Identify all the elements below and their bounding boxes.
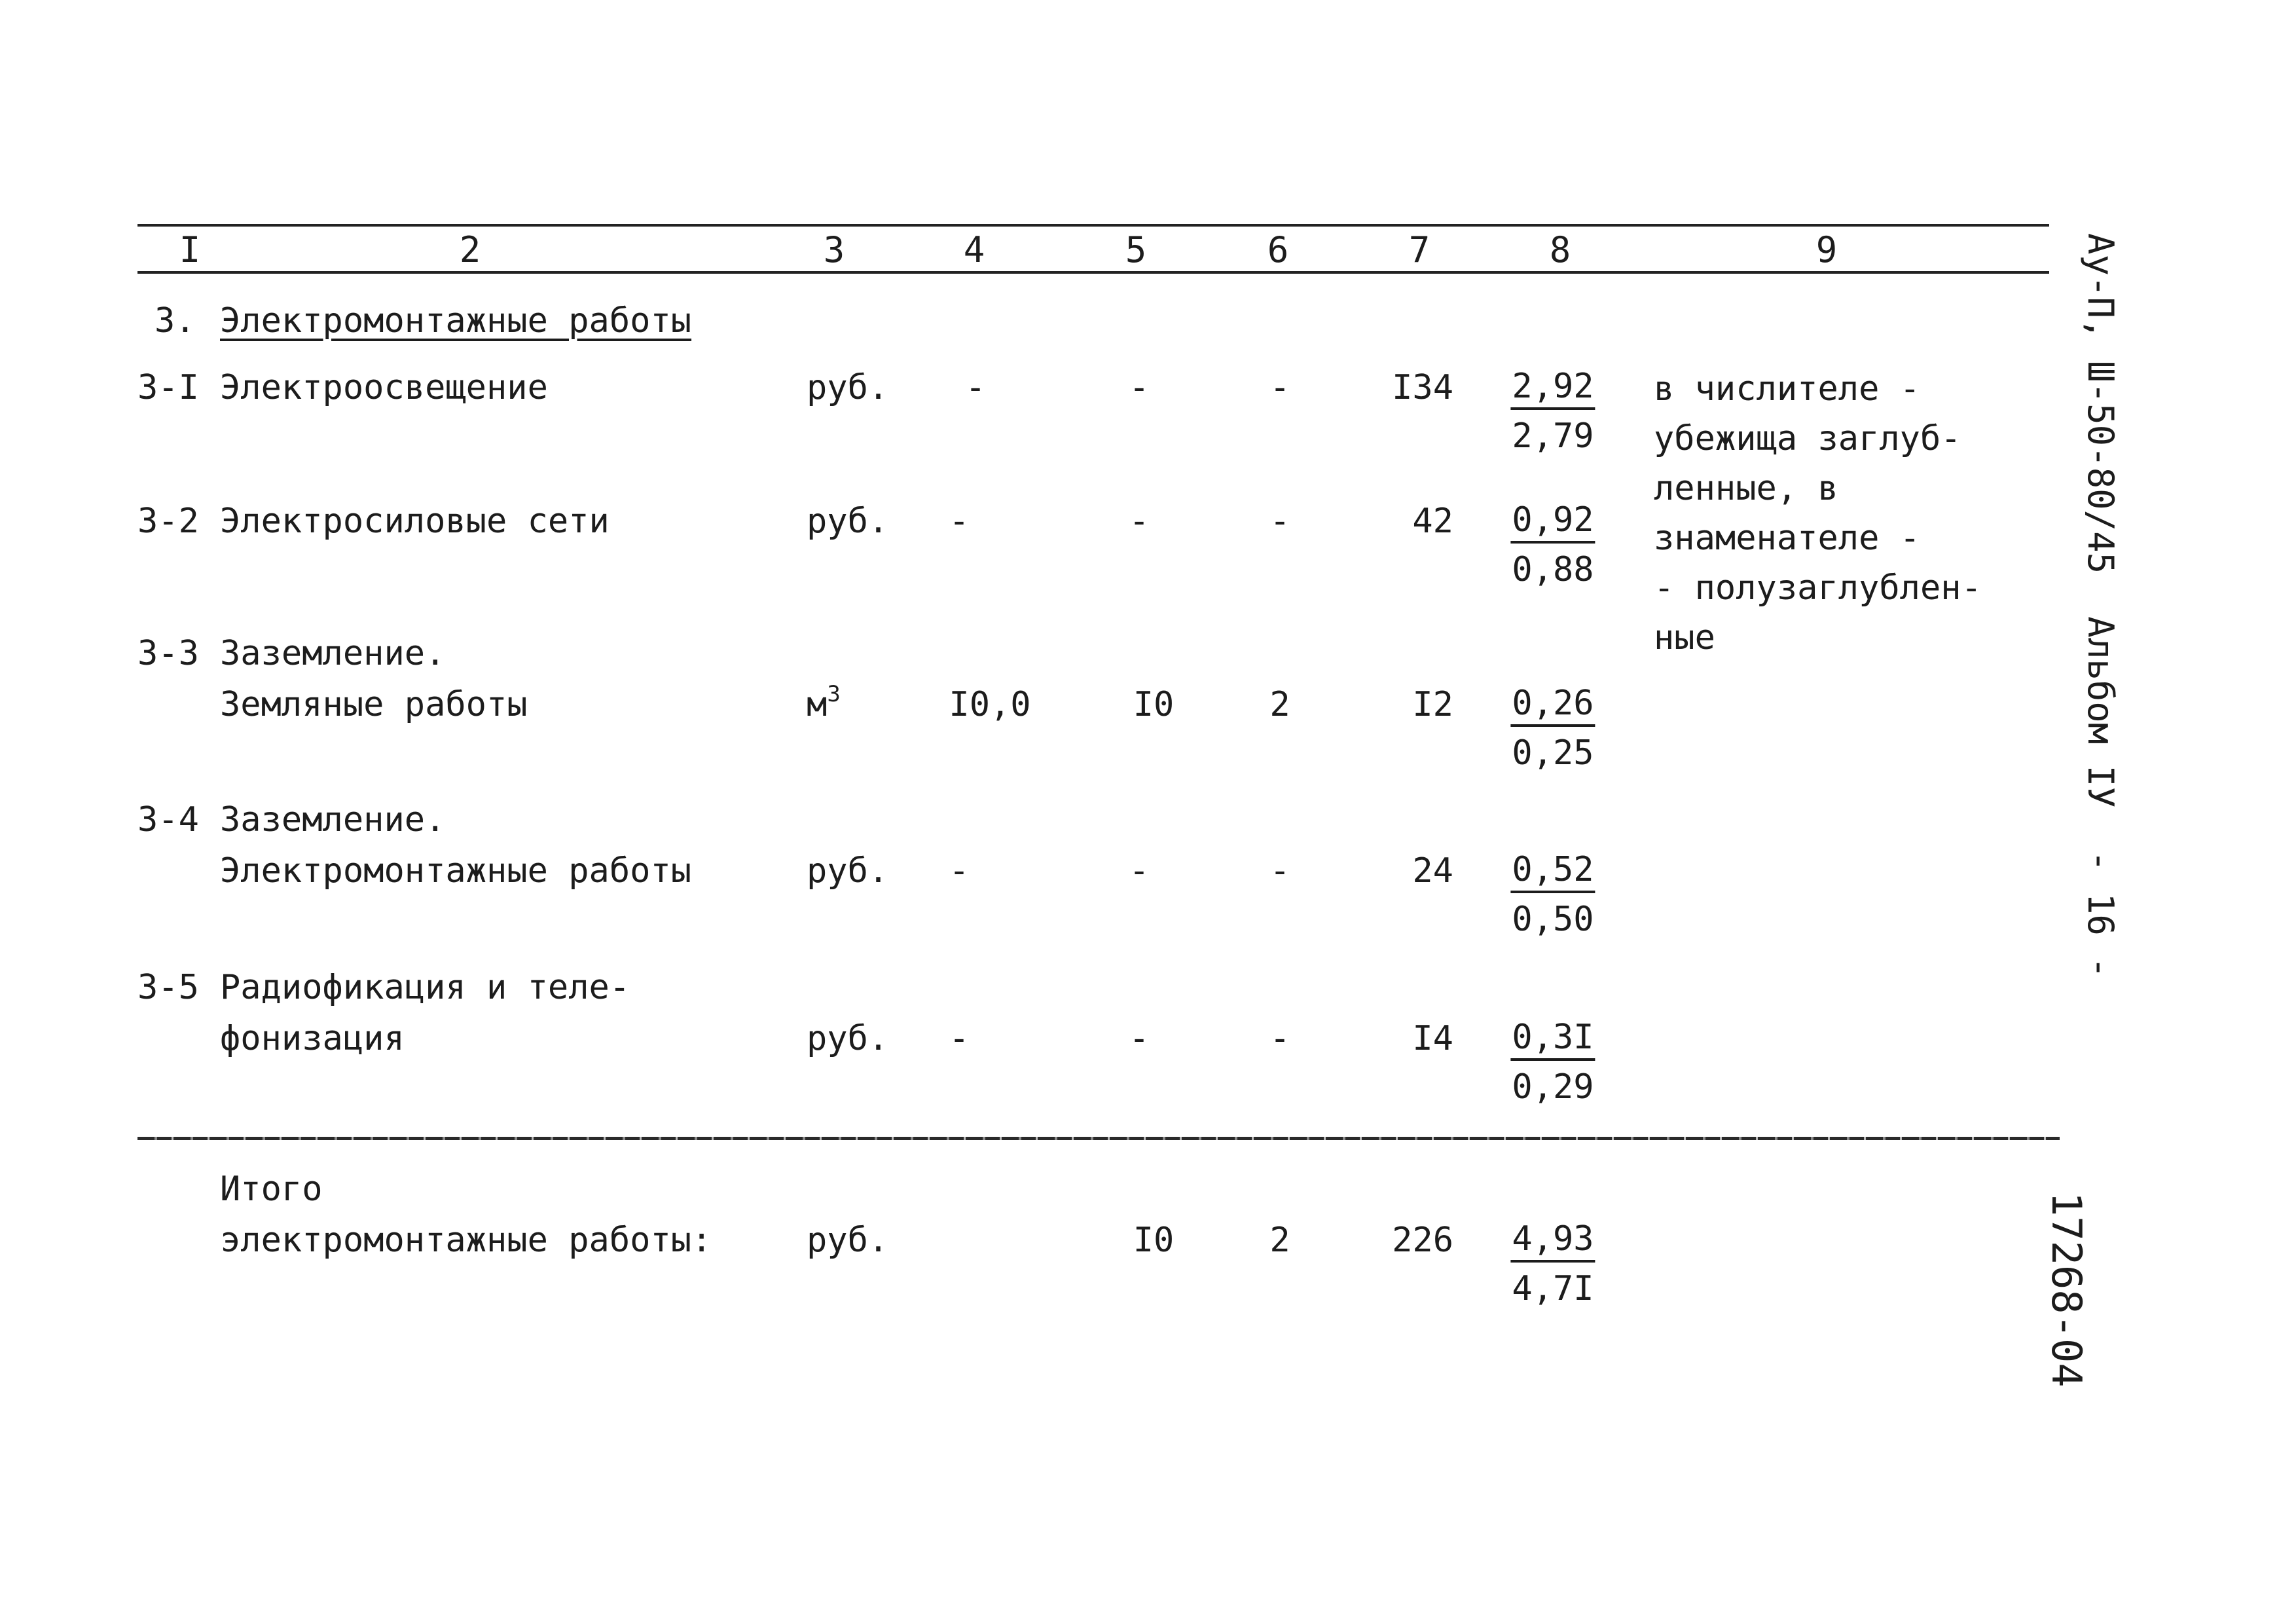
row-col4: - [949,502,970,541]
row-col8-numerator: 2,92 [1510,368,1595,410]
row-col6: - [1269,368,1290,407]
row-col7: I2 [1412,685,1453,724]
row-col7: I34 [1392,368,1453,407]
row-unit: руб. [807,851,889,891]
column-header-9: 9 [1815,229,1838,270]
column-header-4: 4 [963,229,985,270]
totals-col8-numerator: 4,93 [1510,1221,1595,1263]
row-col7: I4 [1412,1019,1453,1058]
row-col8-denominator: 0,29 [1512,1067,1594,1107]
row-unit: руб. [807,368,889,407]
row-col8-numerator: 0,26 [1510,685,1595,727]
row-col5: - [1129,502,1150,541]
row-col8-fraction [1510,502,1595,589]
totals-col7: 226 [1392,1221,1453,1260]
row-code: 3-2 [137,502,199,541]
row-name-line-2: фонизация [220,1019,405,1058]
row-unit-base: м [807,685,828,724]
row-col8-fraction [1510,685,1595,773]
row-col5: I0 [1133,685,1175,724]
row-col7: 42 [1412,502,1453,541]
row-col7: 24 [1412,851,1453,891]
totals-label-line-1: Итого [220,1170,323,1209]
row-unit-superscript: 3 [827,681,841,707]
row-col5: - [1129,851,1150,891]
row-unit: руб. [807,1019,889,1058]
header-top-rule [137,224,2049,227]
column-header-1: I [179,229,201,270]
row-col8-fraction [1510,1019,1595,1107]
row-col4: - [965,368,986,407]
row-name-line-1: Радиофикация и теле- [220,968,630,1007]
row-col8-fraction [1510,851,1595,939]
row-name-line-1: Электроосвещение [220,368,548,407]
row-col8-fraction [1510,368,1595,456]
row-name-line-1: Заземление. [220,800,446,840]
row-col8-denominator: 2,79 [1512,416,1594,456]
header-bottom-rule [137,271,2049,274]
row-unit: руб. [807,502,889,541]
section-number: 3. [155,301,196,341]
row-code: 3-4 [137,800,199,840]
row-code: 3-5 [137,968,199,1007]
row-col6: - [1269,502,1290,541]
row-col4: - [949,1019,970,1058]
row-col8-denominator: 0,50 [1512,900,1594,939]
row-name-line-2: Электромонтажные работы [220,851,692,891]
row-col8-denominator: 0,88 [1512,550,1594,589]
totals-col6: 2 [1269,1221,1290,1260]
column-header-5: 5 [1125,229,1147,270]
row-unit [807,681,841,728]
row-col6: 2 [1269,685,1290,724]
row-col4: I0,0 [949,685,1031,724]
row-code: 3-I [137,368,199,407]
row-name-line-2: Земляные работы [220,685,528,724]
margin-document-code: 17268-04 [2043,1192,2090,1388]
totals-col8-fraction [1510,1221,1595,1308]
totals-unit: руб. [807,1221,889,1260]
row-name-line-1: Электросиловые сети [220,502,610,541]
row-col5: - [1129,1019,1150,1058]
column-header-6: 6 [1267,229,1289,270]
column-header-2: 2 [459,229,481,270]
column-header-7: 7 [1408,229,1430,270]
row-col8-numerator: 0,52 [1510,851,1595,893]
row-col6: - [1269,851,1290,891]
row-col8-denominator: 0,25 [1512,733,1594,773]
row-col4: - [949,851,970,891]
margin-album-title: Ау-П, Ш-50-80/45 Альбом IУ - 16 - [2080,233,2121,978]
row-col8-numerator: 0,3I [1510,1019,1595,1061]
column-header-8: 8 [1549,229,1571,270]
totals-label-line-2: электромонтажные работы: [220,1221,712,1260]
row-col8-numerator: 0,92 [1510,502,1595,544]
section-title: Электромонтажные работы [220,301,692,341]
row-col5: - [1129,368,1150,407]
totals-separator-rule [137,1137,2060,1140]
totals-col8-denominator: 4,7I [1512,1269,1594,1308]
column-header-3: 3 [823,229,845,270]
row-col6: - [1269,1019,1290,1058]
row-name-line-1: Заземление. [220,634,446,673]
row-code: 3-3 [137,634,199,673]
column-9-note: в числителе - убежища заглуб- ленные, в знаменателе - - полузаглублен- ные [1654,369,1982,657]
totals-col5: I0 [1133,1221,1175,1260]
